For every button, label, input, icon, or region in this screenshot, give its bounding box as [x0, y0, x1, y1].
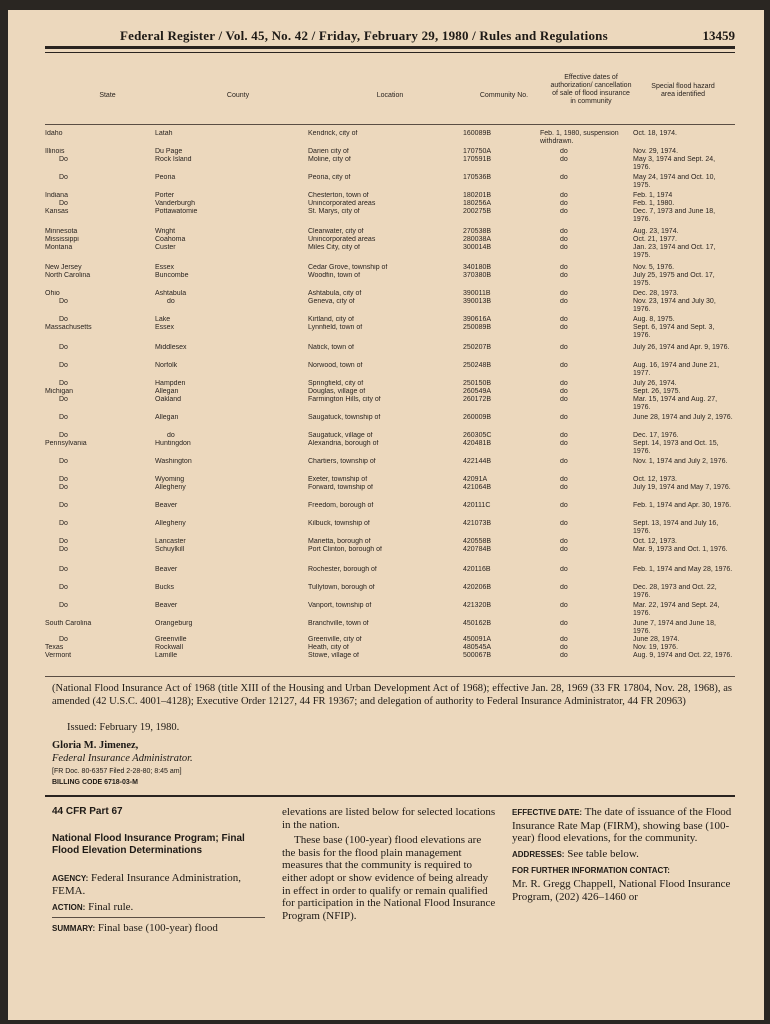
row-county: do [167, 432, 175, 439]
action-text: Final rule. [88, 900, 134, 913]
row-county: Beaver [155, 566, 178, 573]
row-county: Huntingdon [155, 440, 191, 447]
table-bottom-rule [45, 676, 735, 677]
row-location: Port Clinton, borough of [308, 546, 382, 553]
row-state: Do [59, 602, 68, 609]
row-county: Ashtabula [155, 290, 187, 297]
row-effective-date: do [560, 290, 568, 297]
row-state: Do [59, 566, 68, 573]
section-rule [45, 795, 735, 797]
row-hazard-date: Nov. 5, 1976. [633, 264, 675, 271]
row-county: Allegan [155, 414, 179, 421]
row-hazard-date: Oct. 12, 1973. [633, 538, 677, 545]
row-location: Greenville, city of [308, 636, 362, 643]
row-state: Do [59, 484, 68, 491]
row-state: Do [59, 380, 68, 387]
row-county: Vanderburgh [155, 200, 195, 207]
row-community-no: 180256A [463, 200, 492, 207]
row-community-no: 250207B [463, 344, 492, 351]
row-effective-date: do [560, 156, 568, 163]
row-location: Saugatuck, township of [308, 414, 381, 421]
row-county: Allegan [155, 388, 179, 395]
row-location: Miles City, city of [308, 244, 360, 251]
row-location: Stowe, village of [308, 652, 359, 659]
row-hazard-date: Dec. 17, 1976. [633, 432, 679, 439]
row-effective-date: do [560, 636, 568, 643]
row-community-no: 420784B [463, 546, 492, 553]
row-community-no: 390011B [463, 290, 491, 297]
row-community-no: 420111C [463, 502, 491, 509]
row-state: Do [59, 458, 68, 465]
contact-label: FOR FURTHER INFORMATION CONTACT: [512, 866, 670, 876]
row-location: Moline, city of [308, 156, 351, 163]
row-hazard-date: Feb. 1, 1974 and Apr. 30, 1976. [633, 502, 732, 509]
effective-paragraph [512, 806, 734, 845]
row-hazard-date: Dec. 28, 1973 and Oct. 22, 1976. [633, 584, 717, 600]
row-community-no: 340180B [463, 264, 492, 271]
rule-title: National Flood Insurance Program; Final Flood Elevation Determinations [52, 832, 245, 857]
row-location: Farmington Hills, city of [308, 396, 381, 403]
row-county: Lancaster [155, 538, 186, 545]
row-location: Peoria, city of [308, 174, 351, 181]
row-community-no: 260009B [463, 414, 492, 421]
row-community-no: 450162B [463, 620, 492, 627]
billing-code: BILLING CODE 6718-03-M [52, 779, 138, 786]
row-community-no: 370380B [463, 272, 492, 279]
row-community-no: 420116B [463, 566, 491, 573]
row-effective-date: do [560, 208, 568, 215]
row-state: Idaho [45, 130, 63, 137]
row-county: Beaver [155, 602, 178, 609]
row-county: Norfolk [155, 362, 178, 369]
row-hazard-date: Nov. 1, 1974 and July 2, 1976. [633, 458, 728, 465]
row-effective-date: do [560, 298, 568, 305]
action-paragraph [52, 901, 267, 915]
row-location: Geneva, city of [308, 298, 355, 305]
rule-column-1 [52, 806, 267, 939]
row-state: Do [59, 636, 68, 643]
row-state: Texas [45, 644, 64, 651]
agency-paragraph [52, 872, 267, 898]
summary-continued: elevations are listed below for selected locations in the nation. [282, 806, 496, 831]
authority-citation: (National Flood Insurance Act of 1968 (title XIII of the Housing and Urban Development Act of 1968); effective Jan. 28, 1969 (33 FR 17804, Nov. 28, 1968), as amended (42 U.S.C. 4001–4128); Executive Order 12127, 44 FR 19367; and delegation of authority to Federal Insurance Administrator, 44 FR 20963) [52, 683, 732, 707]
row-hazard-date: Sept. 6, 1974 and Sept. 3, 1976. [633, 324, 715, 340]
row-hazard-date: July 26, 1974 and Apr. 9, 1976. [633, 344, 730, 351]
row-state: Mississippi [45, 236, 79, 243]
row-county: Lamille [155, 652, 178, 659]
row-effective-date: do [560, 538, 568, 545]
row-hazard-date: June 7, 1974 and June 18, 1976. [633, 620, 716, 636]
row-community-no: 260549A [463, 388, 492, 395]
row-county: do [167, 298, 175, 305]
row-hazard-date: Feb. 1, 1974 and May 28, 1976. [633, 566, 733, 573]
row-community-no: 170536B [463, 174, 492, 181]
row-location: Alexandria, borough of [308, 440, 379, 447]
effective-label: EFFECTIVE DATE: [512, 808, 583, 817]
row-community-no: 170591B [463, 156, 492, 163]
row-community-no: 420206B [463, 584, 492, 591]
contact-text: Mr. R. Gregg Chappell, National Flood Insurance Program, (202) 426–1460 or [512, 877, 731, 903]
row-effective-date: do [560, 272, 568, 279]
row-community-no: 200275B [463, 208, 492, 215]
issued-date: Issued: February 19, 1980. [67, 722, 180, 733]
row-state: Do [59, 432, 68, 439]
row-county: Oakland [155, 396, 182, 403]
addresses-text: See table below. [567, 847, 639, 860]
row-state: Do [59, 344, 68, 351]
row-state: Ohio [45, 290, 60, 297]
row-community-no: 390013B [463, 298, 492, 305]
row-effective-date: do [560, 228, 568, 235]
row-county: Pottawatomie [155, 208, 198, 215]
row-effective-date: do [560, 584, 568, 591]
row-state: Pennsylvania [45, 440, 87, 447]
row-state: South Carolina [45, 620, 92, 627]
row-effective-date: do [560, 602, 568, 609]
row-community-no: 390616A [463, 316, 492, 323]
row-county: Lake [155, 316, 171, 323]
row-effective-date: do [560, 362, 568, 369]
row-state: Do [59, 156, 68, 163]
row-state: Do [59, 520, 68, 527]
row-location: Saugatuck, village of [308, 432, 373, 439]
row-county: Schuylkill [155, 546, 185, 553]
row-county: Middlesex [155, 344, 187, 351]
row-location: Exeter, township of [308, 476, 368, 483]
row-community-no: 270538B [463, 228, 492, 235]
row-effective-date: do [560, 396, 568, 403]
row-hazard-date: Nov. 29, 1974. [633, 148, 679, 155]
col-header-location: Location [376, 92, 404, 99]
row-effective-date: do [560, 476, 568, 483]
row-community-no: 170750A [463, 148, 492, 155]
row-community-no: 450091A [463, 636, 492, 643]
col-header-state: State [99, 92, 116, 99]
row-location: Heath, city of [308, 644, 349, 651]
fr-doc-line: [FR Doc. 80-6357 Filed 2-28-80; 8:45 am] [52, 768, 182, 775]
row-hazard-date: Oct. 21, 1977. [633, 236, 677, 243]
row-community-no: 160089B [463, 130, 492, 137]
summary-text: Final base (100-year) flood [97, 922, 218, 935]
row-location: Marietta, borough of [308, 538, 371, 545]
row-location: Woodfin, town of [308, 272, 361, 279]
col-header-community-no: Community No. [479, 92, 529, 99]
row-location: Norwood, town of [308, 362, 363, 369]
addresses-label: ADDRESSES: [512, 849, 565, 859]
row-county: Greenville [155, 636, 187, 643]
row-community-no: 420558B [463, 538, 492, 545]
row-location: Lynnfield, town of [308, 324, 363, 331]
row-hazard-date: May 3, 1974 and Sept. 24, 1976. [633, 156, 716, 172]
row-effective-date: do [560, 324, 568, 331]
row-state: Do [59, 502, 68, 509]
row-county: Du Page [155, 148, 183, 155]
row-hazard-date: July 19, 1974 and May 7, 1976. [633, 484, 731, 491]
action-label: ACTION: [52, 902, 86, 912]
row-hazard-date: Sept. 26, 1975. [633, 388, 681, 395]
row-community-no: 42091A [463, 476, 488, 483]
row-hazard-date: Jan. 23, 1974 and Oct. 17, 1975. [633, 244, 716, 260]
row-hazard-date: Nov. 23, 1974 and July 30, 1976. [633, 298, 716, 314]
row-hazard-date: Oct. 12, 1973. [633, 476, 677, 483]
row-location: Kendrick, city of [308, 130, 358, 137]
row-community-no: 250150B [463, 380, 492, 387]
row-county: Rockwall [155, 644, 184, 651]
column-divider [52, 917, 265, 918]
row-community-no: 421320B [463, 602, 492, 609]
row-state: Do [59, 538, 68, 545]
row-community-no: 500067B [463, 652, 492, 659]
row-hazard-date: Nov. 19, 1976. [633, 644, 679, 651]
row-state: Illinois [45, 148, 65, 155]
row-location: Tullytown, borough of [308, 584, 375, 591]
row-hazard-date: Oct. 18, 1974. [633, 130, 677, 137]
row-effective-date: do [560, 380, 568, 387]
row-effective-date: do [560, 644, 568, 651]
row-effective-date: do [560, 652, 568, 659]
row-county: Custer [155, 244, 176, 251]
row-state: Montana [45, 244, 73, 251]
row-community-no: 422144B [463, 458, 492, 465]
row-effective-date: do [560, 236, 568, 243]
contact-paragraph [512, 864, 734, 903]
row-effective-date: do [560, 148, 568, 155]
row-hazard-date: June 28, 1974 and July 2, 1976. [633, 414, 733, 421]
summary-label: SUMMARY: [52, 924, 96, 934]
row-county: Latah [155, 130, 173, 137]
row-county: Porter [155, 192, 175, 199]
row-location: Douglas, village of [308, 388, 366, 395]
row-state: Do [59, 414, 68, 421]
row-county: Bucks [155, 584, 175, 591]
row-effective-date: do [560, 244, 568, 251]
row-hazard-date: Aug. 23, 1974. [633, 228, 679, 235]
row-county: Peoria [155, 174, 176, 181]
row-community-no: 420481B [463, 440, 492, 447]
row-effective-date: do [560, 388, 568, 395]
row-location: Forward, township of [308, 484, 373, 491]
row-county: Coahoma [155, 236, 186, 243]
row-effective-date: do [560, 192, 568, 199]
col-header-hazard-area: Special flood hazard area identified [651, 83, 715, 98]
row-state: Do [59, 396, 68, 403]
row-location: Unincorporated areas [308, 200, 376, 207]
row-hazard-date: Mar. 9, 1973 and Oct. 1, 1976. [633, 546, 728, 553]
row-hazard-date: Sept. 14, 1973 and Oct. 15, 1976. [633, 440, 719, 456]
row-location: Chartiers, township of [308, 458, 376, 465]
row-state: North Carolina [45, 272, 91, 279]
row-location: Branchville, town of [308, 620, 369, 627]
row-community-no: 260172B [463, 396, 492, 403]
row-hazard-date: Aug. 8, 1975. [633, 316, 675, 323]
addresses-paragraph [512, 848, 734, 862]
row-hazard-date: Feb. 1, 1980. [633, 200, 675, 207]
row-state: Vermont [45, 652, 72, 659]
row-county: Allegheny [155, 520, 186, 527]
row-hazard-date: June 28, 1974. [633, 636, 680, 643]
row-effective-date: do [560, 440, 568, 447]
row-county: Wright [155, 228, 176, 235]
row-state: Do [59, 476, 68, 483]
page-number: 13459 [702, 28, 735, 43]
summary-paragraph [52, 922, 267, 936]
row-location: Vanport, township of [308, 602, 372, 609]
row-state: Massachusetts [45, 324, 92, 331]
row-hazard-date: Aug. 16, 1974 and June 21, 1977. [633, 362, 720, 378]
row-county: Wyoming [155, 476, 185, 483]
row-county: Essex [155, 324, 175, 331]
row-location: Clearwater, city of [308, 228, 364, 235]
row-county: Rock Island [155, 156, 192, 163]
row-community-no: 250248B [463, 362, 492, 369]
row-county: Washington [155, 458, 192, 465]
row-location: Cedar Grove, township of [308, 264, 388, 271]
row-community-no: 180201B [463, 192, 492, 199]
row-community-no: 300014B [463, 244, 492, 251]
row-hazard-date: Dec. 7, 1973 and June 18, 1976. [633, 208, 716, 224]
summary-basis-paragraph: These base (100-year) flood elevations are the basis for the flood plain management measures that the community is required to either adopt or show evidence of being already in effect in order to qualify or remain qualified for participation in the National Flood Insurance Program (NFIP). [282, 834, 496, 922]
row-effective-date: do [560, 520, 568, 527]
cfr-part: 44 CFR Part 67 [52, 806, 123, 817]
row-county: Beaver [155, 502, 178, 509]
row-effective-date: do [560, 414, 568, 421]
rule-column-2 [282, 806, 497, 925]
row-location: Darien city of [308, 148, 349, 155]
row-state: Indiana [45, 192, 68, 199]
agency-label: AGENCY: [52, 873, 89, 883]
signer-name: Gloria M. Jimenez, [52, 740, 139, 751]
row-location: Freedom, borough of [308, 502, 374, 509]
row-effective-date: do [560, 458, 568, 465]
row-hazard-date: Mar. 15, 1974 and Aug. 27, 1976. [633, 396, 718, 412]
row-state: Do [59, 200, 68, 207]
row-hazard-date: May 24, 1974 and Oct. 10, 1975. [633, 174, 716, 190]
row-community-no: 250089B [463, 324, 492, 331]
row-state: New Jersey [45, 264, 82, 271]
row-state: Do [59, 298, 68, 305]
row-effective-date: do [560, 432, 568, 439]
row-state: Do [59, 546, 68, 553]
row-county: Allegheny [155, 484, 186, 491]
row-location: Unincorporated areas [308, 236, 376, 243]
signer-title: Federal Insurance Administrator. [52, 753, 193, 764]
row-location: Kirtland, city of [308, 316, 354, 323]
rule-column-3 [512, 806, 734, 906]
row-community-no: 421064B [463, 484, 492, 491]
row-state: Do [59, 584, 68, 591]
row-effective-date: do [560, 200, 568, 207]
row-location: St. Marys, city of [308, 208, 360, 215]
col-header-county: County [226, 92, 250, 99]
row-effective-date: do [560, 174, 568, 181]
row-hazard-date: Dec. 28, 1973. [633, 290, 679, 297]
row-effective-date: do [560, 344, 568, 351]
row-hazard-date: Sept. 13, 1974 and July 16, 1976. [633, 520, 719, 536]
row-community-no: 421073B [463, 520, 492, 527]
row-county: Buncombe [155, 272, 189, 279]
row-location: Ashtabula, city of [308, 290, 362, 297]
row-county: Essex [155, 264, 175, 271]
row-hazard-date: Mar. 22, 1974 and Sept. 24, 1976. [633, 602, 720, 618]
row-county: Orangeburg [155, 620, 193, 627]
row-hazard-date: July 25, 1975 and Oct. 17, 1975. [633, 272, 715, 288]
effective-text: The date of issuance of the Flood Insurance Rate Map (FIRM), showing base (100-year) flood elevations, for the community. [512, 806, 732, 845]
row-hazard-date: Feb. 1, 1974 [633, 192, 673, 199]
row-effective-date: do [560, 316, 568, 323]
row-location: Kilbuck, township of [308, 520, 370, 527]
row-effective-date: do [560, 566, 568, 573]
row-effective-date: Feb. 1, 1980, suspension withdrawn. [540, 130, 619, 146]
row-state: Michigan [45, 388, 74, 395]
row-hazard-date: July 26, 1974. [633, 380, 677, 387]
row-state: Minnesota [45, 228, 78, 235]
header-title: Federal Register / Vol. 45, No. 42 / Friday, February 29, 1980 / Rules and Regulations [120, 28, 608, 43]
row-state: Do [59, 174, 68, 181]
row-state: Do [59, 316, 68, 323]
agency-text: Federal Insurance Administration, FEMA. [52, 871, 242, 898]
row-hazard-date: Aug. 9, 1974 and Oct. 22, 1976. [633, 652, 733, 659]
row-state: Kansas [45, 208, 69, 215]
row-community-no: 280038A [463, 236, 492, 243]
row-county: Hampden [155, 380, 186, 387]
row-location: Natick, town of [308, 344, 354, 351]
row-effective-date: do [560, 546, 568, 553]
row-community-no: 480545A [463, 644, 492, 651]
row-location: Rochester, borough of [308, 566, 377, 573]
row-effective-date: do [560, 620, 568, 627]
row-effective-date: do [560, 502, 568, 509]
row-effective-date: do [560, 484, 568, 491]
row-state: Do [59, 362, 68, 369]
row-community-no: 260305C [463, 432, 492, 439]
row-location: Chesterton, town of [308, 192, 369, 199]
col-header-effective-dates: Effective dates of authorization/ cancellation of sale of flood insurance in community [550, 74, 632, 105]
row-location: Springfield, city of [308, 380, 364, 387]
row-effective-date: do [560, 264, 568, 271]
